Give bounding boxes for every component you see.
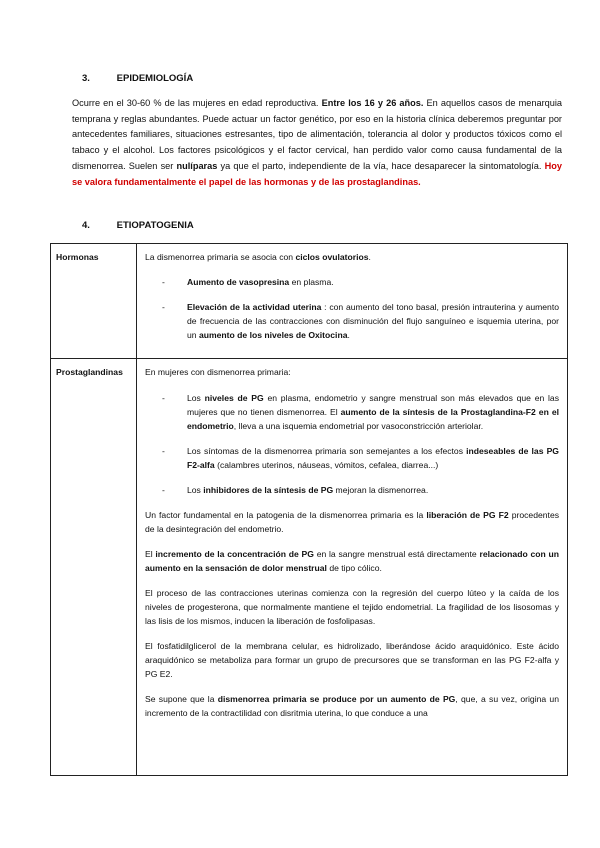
epidemiology-paragraph — [72, 96, 562, 190]
row-label-hormones: Hormonas — [51, 244, 137, 359]
intro-nulliparous: nulíparas — [176, 160, 218, 171]
section-4-heading — [82, 220, 194, 231]
pg-paragraph-2: El incremento de la concentración de PG en la sangre menstrual está directamente relacionado con un aumento en la sensación de dolor menstrual de tipo cólico. — [145, 549, 560, 573]
section-3-number: 3. — [82, 73, 90, 84]
table-row-prostaglandins — [51, 359, 568, 776]
pg-paragraph-3: El proceso de las contracciones uterinas comienza con la regresión del cuerpo lúteo y la caída de los niveles de progesterona, que normalmente mantiene el tejido endometrial. La fragilidad de los lisosomas y las lisis de los mismos, inducen la liberación de fosfolipasas. — [145, 588, 559, 626]
row-content-prostaglandins — [137, 359, 568, 776]
etiopathogenesis-table — [50, 243, 568, 776]
list-item: - Elevación de la actividad uterina : con aumento del tono basal, presión intrauterina y aumento de frecuencia de las contracciones con disminución del flujo sanguíneo e isquemia uterina, por un aumento de los niveles de Oxitocina. — [162, 302, 559, 340]
list-item: - Los síntomas de la dismenorrea primaria son semejantes a los efectos indeseables de las PG F2-alfa (calambres uterinos, náuseas, vómitos, cefalea, diarrea...) — [162, 446, 559, 470]
intro-age-range: Entre los 16 y 26 años. — [321, 98, 424, 108]
list-item: - Aumento de vasopresina en plasma. — [162, 277, 334, 287]
list-item: - Los inhibidores de la síntesis de PG mejoran la dismenorrea. — [162, 485, 429, 495]
hormones-intro: La dismenorrea primaria se asocia con ciclos ovulatorios. — [145, 252, 371, 262]
pg-paragraph-5: Se supone que la dismenorrea primaria se produce por un aumento de PG, que, a su vez, origina un incremento de la contractilidad con disritmia uterina, lo que conduce a una — [145, 694, 559, 718]
intro-highlight-red: Hoy se valora fundamentalmente el papel de las hormonas y de las prostaglandinas. — [72, 160, 562, 187]
row-label-prostaglandins: Prostaglandinas — [51, 359, 137, 776]
section-3-title: EPIDEMIOLOGÍA — [116, 73, 194, 84]
pg-paragraph-1: Un factor fundamental en la patogenia de la dismenorrea primaria es la liberación de PG F2 procedentes de la desintegración del endometrio. — [145, 510, 560, 534]
table-row-hormones — [51, 244, 568, 359]
pg-paragraph-4: El fosfatidilglicerol de la membrana celular, es hidrolizado, liberándose ácido araquidónico. Este ácido araquidónico se metaboliza para formar un grupo de precursores que se transforman en las PG F2-alfa y PG E2. — [145, 641, 559, 679]
section-4-number: 4. — [82, 220, 90, 231]
row-content-hormones — [137, 244, 568, 359]
intro-text-2: En aquellos casos de menarquia temprana y reglas abundantes. Puede actuar un factor genético, por eso en la historia clínica deberemos preguntar por antecedentes familiares, situaciones estresantes, tipo de alimentación, tolerancia al dolor y productos tóxicos como el tabaco y el alcohol. Los factores psicológicos y el factor cervical, han perdido valor como causa fundamental de la dismenorrea. Suelen ser — [72, 98, 562, 171]
intro-text-3: ya que el parto, independiente de la vía, hace desaparecer la sintomatología. — [220, 160, 542, 171]
section-3-heading — [82, 73, 193, 84]
section-4-title: ETIOPATOGENIA — [116, 220, 194, 231]
pg-intro: En mujeres con dismenorrea primaria: — [145, 367, 291, 377]
intro-text-1: Ocurre en el 30-60 % de las mujeres en edad reproductiva. — [72, 98, 319, 108]
list-item: - Los niveles de PG en plasma, endometrio y sangre menstrual son más elevados que en las mujeres que no tienen dismenorrea. El aumento de la síntesis de la Prostaglandina-F2 en el endometrio, lleva a una isquemia endometrial por vasoconstricción arteriolar. — [162, 393, 559, 431]
